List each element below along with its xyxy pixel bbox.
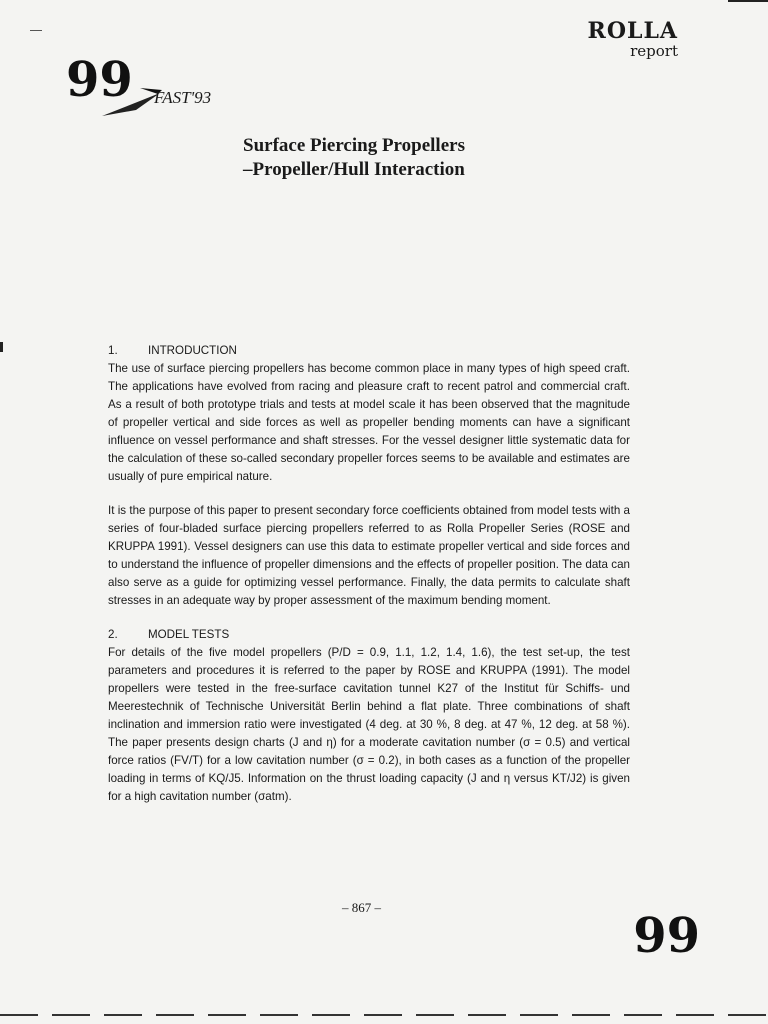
brand-subtitle: report — [630, 42, 678, 60]
paragraph: For details of the five model propellers (P/D = 0.9, 1.1, 1.2, 1.4, 1.6), the test set-up, the test parameters and procedures it is referred to the paper by ROSE and KRUPPA (1991). The model propellers were tested in the free-surface cavitation tunnel K27 of the Institut für Schiffs- und Meerestechnik of Technische Universität Berlin behind a flat plate. Three combinations of shaft inclination and immersion ratio were investigated (4 deg. at 30 %, 8 deg. at 47 %, 12 deg. at 58 %). The paper presents design charts (J and η) for a moderate cavitation number (σ = 0.5) and vertical force ratios (FV/T) for a low cavitation number (σ = 0.2), in both cases as a function of the propeller loading in terms of KQ/J5. Information on the thrust loading capacity (J and η versus KT/J2) is given for a high cavitation number (σatm). — [108, 646, 630, 803]
page-number: – 867 – — [342, 900, 381, 915]
section-title: MODEL TESTS — [148, 628, 230, 641]
scan-mark — [30, 30, 42, 31]
title-line-1: Surface Piercing Propellers — [243, 135, 465, 156]
corner-line — [728, 0, 768, 2]
section-heading — [108, 342, 630, 360]
section-title: INTRODUCTION — [148, 344, 237, 357]
quote-mark-icon: 99 — [633, 908, 700, 964]
body-text — [108, 342, 630, 822]
section-heading — [108, 626, 630, 644]
paragraph: The use of surface piercing propellers has become common place in many types of high speed craft. The applications have evolved from racing and pleasure craft to recent patrol and commercial craft. As a result of both prototype trials and tests at model scale it has been observed that the magnitude of propeller vertical and side forces as well as propeller bending moments can have a significant influence on vessel performance and shaft stresses. For the vessel designer little systematic data for the calculation of these so-called secondary propeller forces seems to be available and estimates are usually of pure empirical nature. — [108, 362, 630, 483]
section-number: 1. — [108, 344, 118, 357]
conference-name: FAST'93 — [154, 88, 212, 107]
section-number: 2. — [108, 628, 118, 641]
quote-mark-icon: 99 — [66, 52, 133, 108]
paragraph: It is the purpose of this paper to present secondary force coefficients obtained from model tests with a series of four-bladed surface piercing propellers referred to as Rolla Propeller Series (ROSE and KRUPPA 1991). Vessel designers can use this data to estimate propeller vertical and side forces and to understand the influence of propeller dimensions and the effects of propeller position. The data can also serve as a guide for optimizing vessel performance. Finally, the data permits to calculate shaft stresses in an adequate way by proper assessment of the maximum bending moment. — [108, 504, 630, 607]
paper-title — [243, 134, 465, 182]
bottom-rule — [0, 1014, 768, 1016]
title-line-2: –Propeller/Hull Interaction — [243, 159, 465, 180]
margin-mark — [0, 342, 3, 352]
rolla-report-logo — [588, 20, 678, 59]
brand-name: ROLLA — [587, 18, 678, 44]
